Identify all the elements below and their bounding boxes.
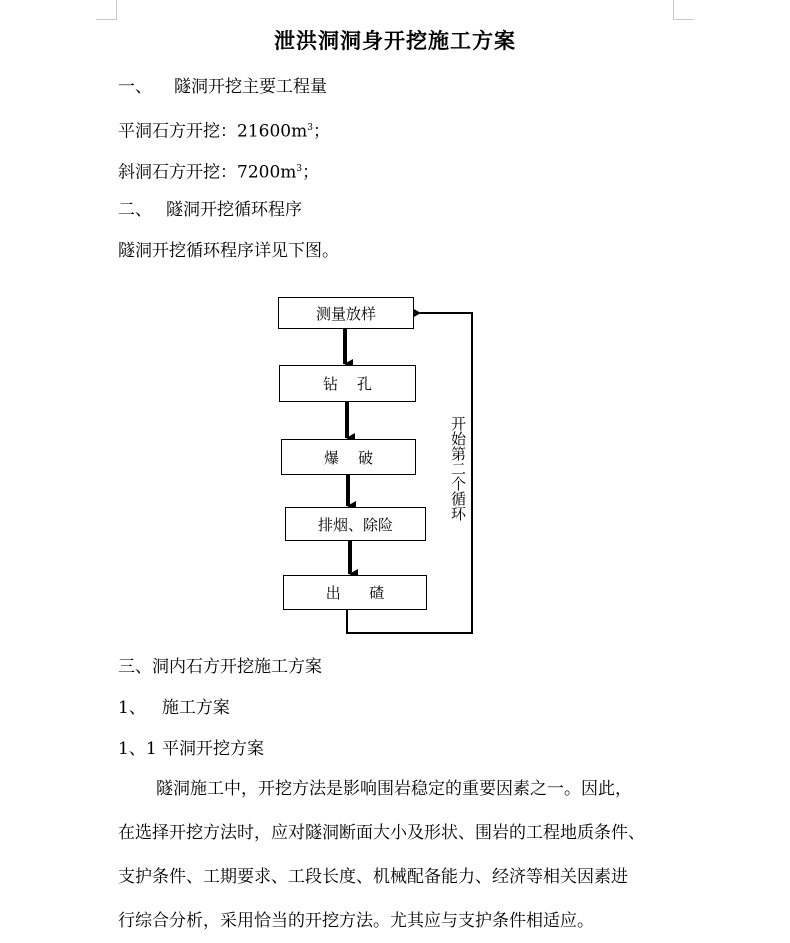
quantity-horizontal-tunnel: 平洞石方开挖：$21600m^3$； <box>118 121 330 142</box>
section-1-number: 一、 <box>118 77 152 97</box>
flow-step-blast: 爆 破 <box>281 439 416 475</box>
flow-step-survey: 测量放样 <box>278 297 414 329</box>
document-title: 泄洪洞洞身开挖施工方案 <box>274 29 516 53</box>
paragraph-line-2: 在选择开挖方法时，应对隧洞断面大小及形状、围岩的工程地质条件、 <box>118 823 645 843</box>
section-2-intro: 隧洞开挖循环程序详见下图。 <box>118 241 339 261</box>
section-2-number: 二、 <box>118 200 152 220</box>
flow-step-drill: 钻 孔 <box>279 365 416 402</box>
flow-step-ventilate: 排烟、除险 <box>285 507 426 541</box>
paragraph-line-1: 隧洞施工中，开挖方法是影响围岩稳定的重要因素之一。因此， <box>156 779 632 799</box>
flow-step-muck: 出 碴 <box>283 575 427 610</box>
section-2-title: 隧洞开挖循环程序 <box>166 200 302 220</box>
loop-label: 开始第二个循环 <box>449 416 467 521</box>
subsection-1-1-heading: 1、1 平洞开挖方案 <box>118 739 265 759</box>
section-3-heading: 三、洞内石方开挖施工方案 <box>118 657 322 677</box>
quantity-inclined-tunnel: 斜洞石方开挖：$7200m^3$； <box>118 162 320 183</box>
body-paragraph <box>118 767 678 943</box>
section-1-title: 隧洞开挖主要工程量 <box>174 77 327 97</box>
subsection-1-heading: 1、 施工方案 <box>118 698 230 718</box>
paragraph-line-4: 行综合分析，采用恰当的开挖方法。尤其应与支护条件相适应。 <box>118 911 594 931</box>
paragraph-line-3: 支护条件、工期要求、工段长度、机械配备能力、经济等相关因素进 <box>118 867 628 887</box>
